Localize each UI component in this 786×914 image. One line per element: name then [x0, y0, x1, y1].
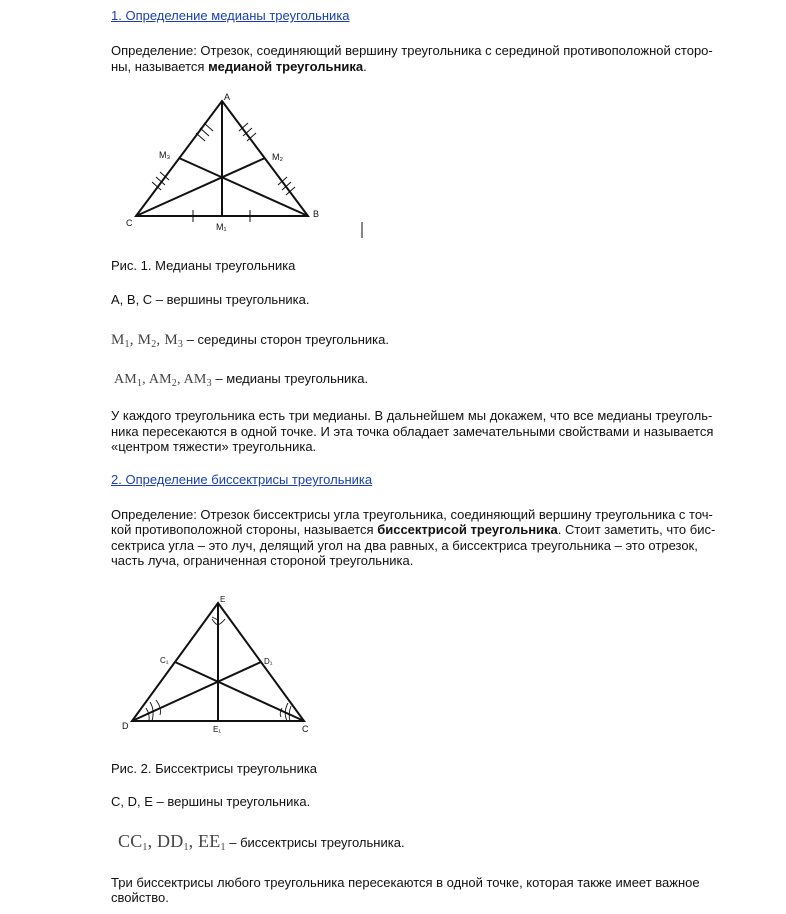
- point-e1-label: E₁: [213, 725, 222, 734]
- section2-definition-line3: сектриса угла – это луч, делящий угол на два равных, а биссектриса треугольника – это отрезок,: [111, 538, 698, 553]
- final-paragraph-line1: Три биссектрисы любого треугольника пересекаются в одной точке, которая также имеет важное: [111, 875, 700, 890]
- midpoints-formula: $M_1$, $M_2$, $M_3$: [111, 332, 184, 350]
- vertices-abc-text: A, B, C – вершины треугольника.: [111, 292, 310, 307]
- vertex-d-label: D: [122, 721, 129, 731]
- medians-formula: $AM_1$, $AM_2$, $AM_3$: [114, 372, 212, 389]
- section2-definition-line4: часть луча, ограниченная стороной треугольника.: [111, 553, 414, 568]
- bisector-triangle-figure: [120, 588, 320, 738]
- section1-definition-line2: [111, 59, 367, 75]
- figure1-caption: Рис. 1. Медианы треугольника: [111, 258, 296, 273]
- vertex-b-label: B: [313, 209, 320, 219]
- medians-paragraph-line2: ника пересекаются в одной точке. И эта точка обладает замечательными свойствами и называется: [111, 424, 714, 439]
- figure2-caption: Рис. 2. Биссектрисы треугольника: [111, 761, 318, 776]
- bisectors-formula: $CC_1$, $DD_1$, $EE_1$: [118, 831, 226, 853]
- bisectors-description: – биссектрисы треугольника.: [225, 835, 405, 850]
- median-term: медианой треугольника: [208, 59, 364, 74]
- vertex-a-label: A: [224, 92, 231, 102]
- definition-text: ны, называется: [111, 59, 209, 74]
- midpoint-m2-label: M₂: [272, 152, 283, 162]
- midpoints-line: [111, 332, 389, 353]
- point-c1-label: C₁: [160, 656, 169, 665]
- vertex-c-label: C: [126, 218, 133, 228]
- medians-paragraph-line3: «центром тяжести» треугольника.: [111, 439, 317, 454]
- bisector-term: биссектрисой треугольника: [377, 522, 558, 537]
- definition-text: кой противоположной стороны, называется: [111, 522, 378, 537]
- final-paragraph-line2: свойство.: [111, 890, 169, 905]
- midpoints-description: – середины сторон треугольника.: [183, 332, 389, 347]
- vertex-c-label: C: [302, 724, 309, 734]
- medians-paragraph-line1: У каждого треугольника есть три медианы. В дальнейшем мы докажем, что все медианы треуголь-: [111, 408, 713, 423]
- equal-segment-ticks: [152, 123, 295, 222]
- median-triangle-figure: [120, 88, 370, 243]
- point-d1-label: D₁: [264, 657, 273, 666]
- medians-line: [114, 371, 368, 392]
- section1-heading-link[interactable]: 1. Определение медианы треугольника: [111, 8, 350, 23]
- midpoint-m3-label: M₃: [159, 150, 171, 160]
- section1-definition-line1: Определение: Отрезок, соединяющий вершину треугольника с серединой противоположной сторо-: [111, 43, 713, 58]
- bisectors-line: [118, 831, 405, 856]
- section2-definition-line2: [111, 522, 715, 538]
- midpoint-m1-label: M₁: [216, 222, 227, 232]
- definition-end: .: [363, 59, 367, 74]
- medians-description: – медианы треугольника.: [211, 371, 369, 386]
- section2-heading-link[interactable]: 2. Определение биссектрисы треугольника: [111, 472, 373, 487]
- section2-definition-line1: Определение: Отрезок биссектрисы угла треугольника, соединяющий вершину треугольника с точ-: [111, 507, 713, 522]
- vertices-cde-text: C, D, E – вершины треугольника.: [111, 794, 311, 809]
- vertex-e-label: E: [220, 595, 226, 604]
- definition-end: . Стоит заметить, что бис-: [557, 522, 716, 537]
